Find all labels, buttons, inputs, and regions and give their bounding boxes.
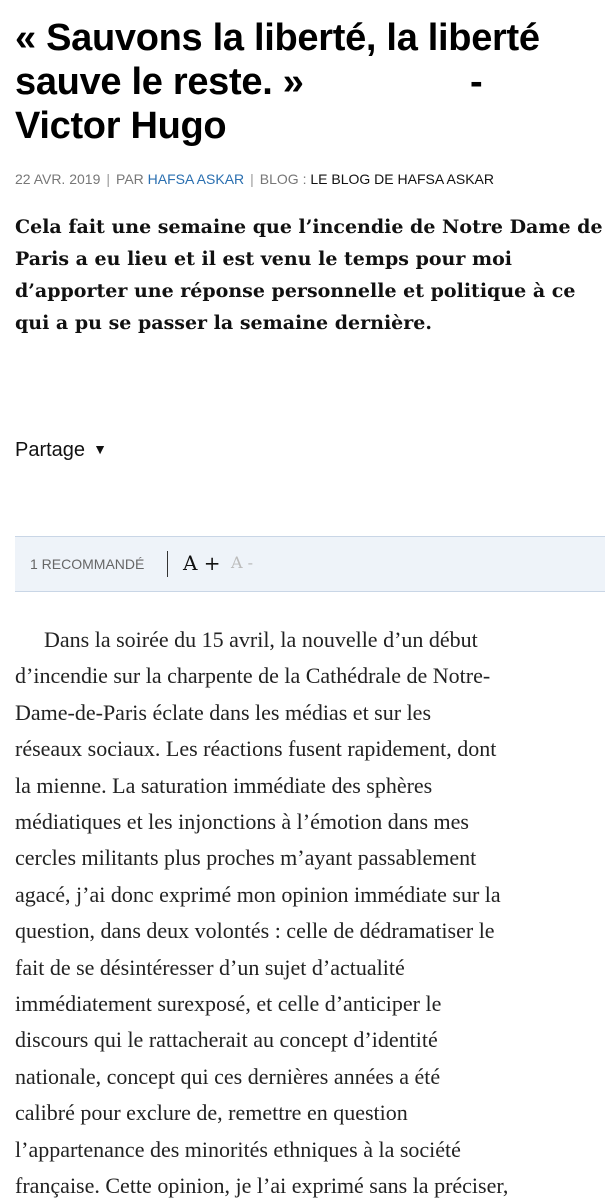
body-line: l’appartenance des minorités ethniques à la société [15, 1136, 461, 1162]
body-line: agacé, j’ai donc exprimé mon opinion immédiate sur la [15, 881, 501, 907]
title-dash: - [470, 61, 483, 103]
body-line: cercles militants plus proches m’ayant passablement [15, 845, 477, 871]
body-line: Dame-de-Paris éclate dans les médias et sur les [15, 699, 432, 725]
share-dropdown[interactable] [15, 436, 107, 463]
caret-down-icon: ▼ [93, 441, 107, 457]
blog-name-link[interactable]: LE BLOG DE HAFSA ASKAR [310, 171, 494, 187]
body-line: réseaux sociaux. Les réactions fusent rapidement, dont [15, 736, 497, 762]
body-line: française. Cette opinion, je l’ai exprimé sans la préciser, [15, 1173, 509, 1199]
article-title [15, 16, 610, 148]
blog-label: BLOG : [259, 171, 307, 187]
meta-separator-2: | [250, 171, 254, 187]
body-line: d’incendie sur la charpente de la Cathédrale de Notre- [15, 663, 491, 689]
body-line: fait de se désintéresser d’un sujet d’actualité [15, 954, 405, 980]
body-line: calibré pour exclure de, remettre en question [15, 1100, 408, 1126]
font-decrease-button[interactable]: A - [231, 553, 254, 572]
body-line: immédiatement surexposé, et celle d’anticiper le [15, 991, 442, 1017]
recommend-button[interactable]: 1 RECOMMANDÉ [30, 556, 145, 572]
meta-separator: | [106, 171, 111, 187]
font-increase-button[interactable]: A + [183, 551, 221, 575]
title-line-1: « Sauvons la liberté, la liberté [15, 17, 540, 59]
article-toolbar [15, 536, 605, 592]
body-line: nationale, concept qui ces dernières années a été [15, 1063, 441, 1089]
article-meta [15, 170, 494, 188]
author-link[interactable]: HAFSA ASKAR [147, 171, 245, 187]
body-line: médiatiques et les injonctions à l’émotion dans mes [15, 809, 469, 835]
by-label: PAR [116, 171, 144, 187]
title-line-2: sauve le reste. » [15, 61, 304, 103]
toolbar-divider [167, 551, 168, 577]
article-lede: Cela fait une semaine que l’incendie de Notre Dame de Paris a eu lieu et il est venu le temps pour moi d’apporter une réponse personnelle et politique à ce qui a pu se passer la semaine dernière. [15, 216, 603, 334]
body-line: la mienne. La saturation immédiate des sphères [15, 772, 433, 798]
body-line: discours qui le rattacherait au concept d’identité [15, 1027, 438, 1053]
title-line-3: Victor Hugo [15, 105, 227, 147]
share-label: Partage [15, 439, 86, 461]
body-line: question, dans deux volontés : celle de dédramatiser le [15, 918, 495, 944]
body-line: Dans la soirée du 15 avril, la nouvelle d’un début [44, 627, 478, 652]
article-body [15, 622, 605, 1200]
publish-date: 22 AVR. 2019 [15, 171, 101, 187]
